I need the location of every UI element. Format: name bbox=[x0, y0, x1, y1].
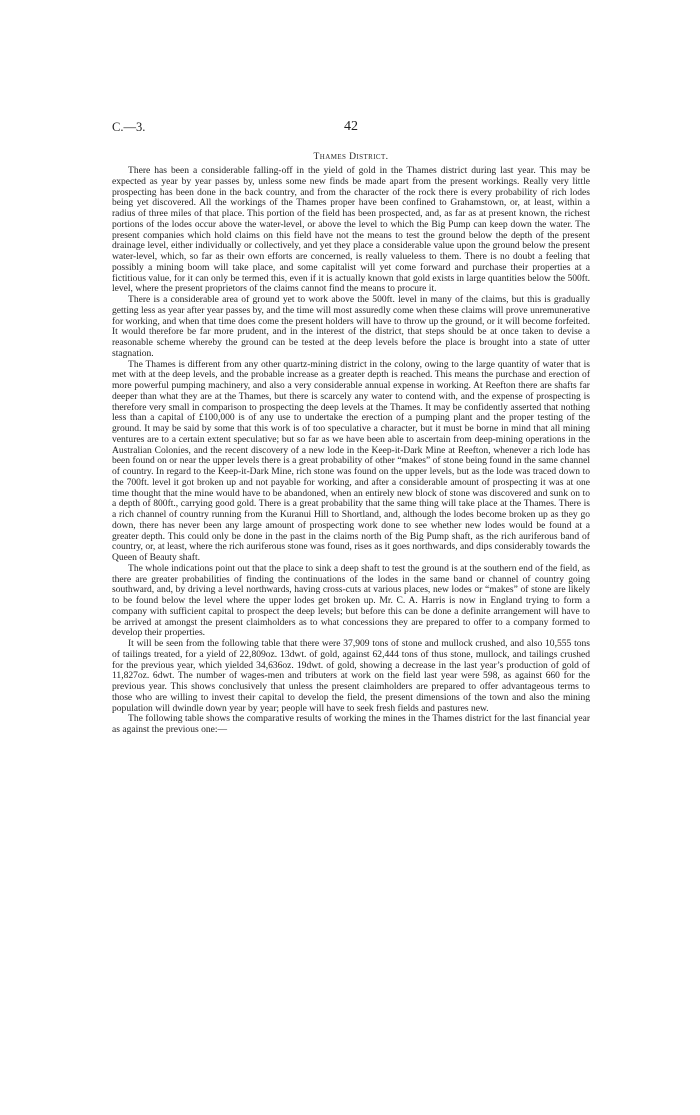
paragraph: It will be seen from the following table that there were 37,909 tons of stone and mullock crushed, and also 10,555 tons of tailings treated, for a yield of 22,809oz. 13dwt. of gold, against 62,444 tons of thus stone, mullock, and tailings crushed for the previous year, which yielded 34,636oz. 19dwt. of gold, showing a decrease in the last year’s production of gold of 11,827oz. 6dwt. The number of wages-men and tributers at work on the field last year were 598, as against 660 for the previous year. This shows conclusively that unless the present claimholders are prepared to offer advantageous terms to those who are willing to invest their capital to develop the field, the present dimensions of the town and also the mining population will dwindle down year by year; people will have to seek fresh fields and pastures new. bbox=[112, 638, 590, 714]
paragraph: There has been a considerable falling-off in the yield of gold in the Thames district during last year. This may be expected as year by year passes by, unless some new finds be made apart from the present workings. Really very little prospecting has been done in the back country, and from the character of the rock there is every probability of rich lodes being yet discovered. All the workings of the Thames proper have been confined to Grahamstown, or, at least, within a radius of three miles of that place. This portion of the field has been prospected, and, as far as at present known, the richest portions of the lodes occur above the water-level, or above the level to which the Big Pump can keep down the water. The present companies which hold claims on this field have not the means to test the ground below the depth of the present drainage level, either individually or collectively, and yet they place a considerable value upon the ground below the present water-level, which, so far as their own efforts are concerned, is really valueless to them. There is no doubt a feeling that possibly a mining boom will take place, and some capitalist will yet come forward and purchase their properties at a fictitious value, for it can only be termed this, even if it is actually known that gold exists in large quantities below the 500ft. level, where the present proprietors of the claims cannot find the means to procure it. bbox=[112, 165, 590, 295]
section-title: Thames District. bbox=[313, 151, 389, 162]
page-header bbox=[112, 120, 590, 136]
paragraph: The whole indications point out that the place to sink a deep shaft to test the ground is at the southern end of the field, as there are greater probabilities of finding the continuations of the lodes in the same band or channel of country going southward, and, by driving a level northwards, having cross-cuts at various places, new lodes or “makes” of stone are likely to be found below the level where the upper lodes get broken up. Mr. C. A. Harris is now in England trying to form a company with sufficient capital to prospect the deep levels; but before this can be done a definite arrangement will have to be arrived at amongst the present claimholders as to what concessions they are prepared to offer to a company formed to develop their properties. bbox=[112, 562, 590, 639]
report-reference: C.—3. bbox=[112, 120, 146, 134]
paragraph: The following table shows the comparative results of working the mines in the Thames district for the last financial year as against the previous one:— bbox=[112, 713, 590, 735]
body-text bbox=[112, 166, 590, 736]
paragraph: There is a considerable area of ground yet to work above the 500ft. level in many of the claims, but this is gradually getting less as year after year passes by, and the time will most assuredly come when these claims will prove unremunerative for working, and when that time does come the present holders will have to throw up the ground, or it will become forfeited. It would therefore be far more prudent, and in the interest of the district, that steps should be at once taken to devise a reasonable scheme whereby the ground can be tested at the deep levels before the place is brought into a state of utter stagnation. bbox=[112, 294, 590, 359]
page-number: 42 bbox=[344, 119, 358, 134]
paragraph: The Thames is different from any other quartz-mining district in the colony, owing to the large quantity of water that is met with at the deep levels, and the probable increase as a greater depth is reached. This means the purchase and erection of more powerful pumping machinery, and also a very considerable annual expense in working. At Reefton there are shafts far deeper than what they are at the Thames, but there is scarcely any water to contend with, and the expense of prospecting is therefore very small in comparison to prospecting the deep levels at the Thames. It may be confidently asserted that nothing less than a capital of £100,000 is of any use to undertake the erection of a pumping plant and the proper testing of the ground. It may be said by some that this work is of too speculative a character, but it must be borne in mind that all mining ventures are to a certain extent speculative; but so far as we have been able to ascertain from deep-mining operations in the Australian Colonies, and the recent discovery of a new lode in the Keep-it-Dark Mine at Reefton, whenever a rich lode has been found on or near the upper levels there is a great probability of other “makes” of stone being found in the same channel of country. In regard to the Keep-it-Dark Mine, rich stone was found on the upper levels, but as the lode was traced down to the 700ft. level it got broken up and not payable for working, and after a considerable amount of prospecting it was at one time thought that the mine would have to be abandoned, when an entirely new block of stone was discovered and sunk on to a depth of 800ft., carrying good gold. There is a great probability that the same thing will take place at the Thames. There is a rich channel of country running from the Kuranui Hill to Shortland, and, although the lodes become broken up as they go down, there has never been any large amount of prospecting work done to see whether new lodes would be found at a greater depth. This could only be done in the past in the claims north of the Big Pump shaft, as the rich auriferous band of country, or, at least, where the rich auriferous stone was found, rises as it goes northwards, and dips considerably towards the Queen of Beauty shaft. bbox=[112, 358, 590, 563]
